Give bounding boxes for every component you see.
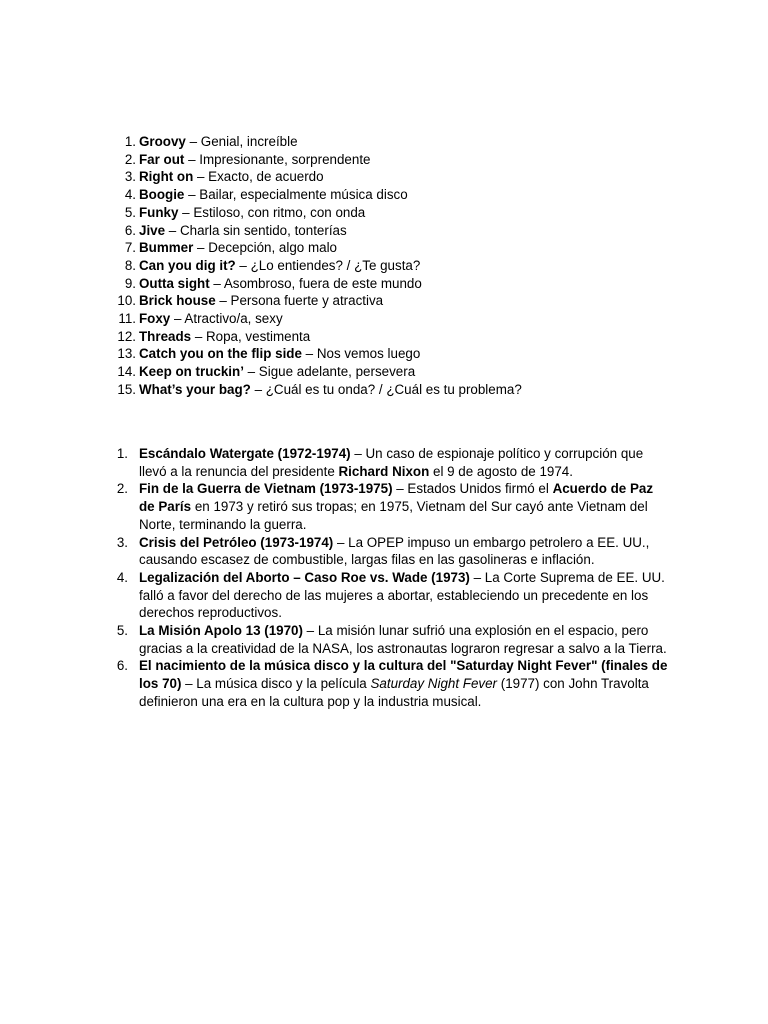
item-number: 9.: [124, 275, 136, 291]
slang-term: Bummer: [139, 240, 194, 256]
event-text: – La música disco y la película: [181, 676, 371, 692]
event-title: Crisis del Petróleo (1973-1974): [139, 534, 334, 550]
item-number: 14.: [117, 364, 136, 380]
event-title: Fin de la Guerra de Vietnam (1973-1975): [139, 481, 393, 497]
slang-term: Groovy: [139, 134, 186, 149]
slang-term: Funky: [139, 204, 179, 220]
slang-term: Jive: [139, 222, 166, 238]
slang-term: Outta sight: [139, 275, 210, 291]
item-number: 6.: [124, 222, 136, 238]
slang-term: Foxy: [139, 311, 171, 327]
list-item: [0, 363, 671, 381]
item-number: 1.: [124, 134, 136, 149]
event-highlight: Acuerdo de Paz de París: [139, 481, 654, 515]
item-number: 4.: [116, 569, 128, 585]
item-number: 10.: [117, 293, 136, 309]
item-number: 11.: [118, 311, 136, 327]
list-item: [0, 480, 671, 533]
item-number: 2.: [124, 151, 136, 167]
event-text: (1977) con John Travolta definieron una era en la cultura pop y la industria musical.: [139, 676, 649, 709]
list-item: [0, 569, 671, 622]
slang-definition: – Ropa, vestimenta: [191, 328, 311, 344]
slang-definition: – Genial, increíble: [185, 134, 298, 149]
slang-definition: – Asombroso, fuera de este mundo: [209, 275, 422, 291]
slang-definition: – Sigue adelante, persevera: [243, 364, 416, 380]
item-number: 5.: [116, 623, 128, 639]
slang-definition: – Exacto, de acuerdo: [193, 169, 324, 185]
list-item: [0, 239, 671, 257]
event-text: – Estados Unidos firmó el: [392, 481, 553, 497]
item-number: 5.: [124, 204, 136, 220]
event-title: Legalización del Aborto – Caso Roe vs. Wade (1973): [139, 569, 470, 585]
list-item: [0, 657, 671, 710]
slang-term: What’s your bag?: [139, 381, 251, 397]
slang-term: Threads: [139, 328, 192, 344]
slang-term: Keep on truckin’: [139, 364, 244, 380]
events-list: [0, 445, 671, 711]
list-item: [0, 275, 671, 293]
slang-term: Catch you on the flip side: [139, 346, 302, 362]
item-number: 4.: [124, 187, 136, 203]
event-film-title: Saturday Night Fever: [370, 676, 498, 692]
list-item: [0, 257, 671, 275]
list-item: [0, 204, 671, 222]
slang-definition: – Persona fuerte y atractiva: [215, 293, 384, 309]
list-item: [0, 381, 671, 399]
item-number: 1.: [116, 446, 128, 461]
slang-definition: – Decepción, algo malo: [193, 240, 337, 256]
list-item: [0, 534, 671, 569]
slang-term: Can you dig it?: [139, 257, 236, 273]
slang-definition: – Charla sin sentido, tonterías: [165, 222, 347, 238]
event-text: – La OPEP impuso un embargo petrolero a EE. UU., causando escasez de combustible, largas filas en las gasolineras e inflación.: [139, 534, 650, 568]
item-number: 3.: [124, 169, 136, 185]
slang-definition: – Impresionante, sorprendente: [184, 151, 371, 167]
event-text: – Un caso de espionaje político y corrupción que llevó a la renuncia del presidente: [139, 446, 644, 479]
event-highlight: Richard Nixon: [338, 463, 430, 479]
slang-definition: – ¿Cuál es tu onda? / ¿Cuál es tu problema?: [250, 381, 522, 397]
slang-definition: – Bailar, especialmente música disco: [184, 187, 408, 203]
event-title: La Misión Apolo 13 (1970): [139, 623, 303, 639]
list-item: [0, 292, 671, 310]
slang-definition: – Atractivo/a, sexy: [170, 311, 283, 327]
event-text: el 9 de agosto de 1974.: [429, 463, 573, 479]
event-text: – La Corte Suprema de EE. UU. falló a favor del derecho de las mujeres a abortar, estableciendo un precedente en los derechos reproductivos.: [139, 569, 665, 621]
list-item: [0, 310, 671, 328]
item-number: 12.: [117, 328, 136, 344]
slang-definition: – ¿Lo entiendes? / ¿Te gusta?: [235, 257, 421, 273]
slang-term: Brick house: [139, 293, 216, 309]
list-item: [0, 133, 671, 151]
list-item: [0, 151, 671, 169]
slang-definition: – Nos vemos luego: [301, 346, 421, 362]
slang-term: Boogie: [139, 187, 185, 203]
list-item: [0, 345, 671, 363]
list-item: [0, 186, 671, 204]
slang-term: Far out: [139, 151, 185, 167]
item-number: 6.: [116, 658, 128, 674]
item-number: 7.: [124, 240, 136, 256]
item-number: 2.: [116, 481, 128, 497]
event-text: – La misión lunar sufrió una explosión en el espacio, pero gracias a la creatividad de la NASA, los astronautas lograron regresar a salvo a la Tierra.: [139, 623, 667, 656]
list-item: [0, 222, 671, 240]
event-title: Escándalo Watergate (1972-1974): [139, 446, 351, 461]
slang-definition: – Estiloso, con ritmo, con onda: [178, 204, 366, 220]
event-title: El nacimiento de la música disco y la cultura del "Saturday Night Fever" (finales de los 70): [139, 658, 668, 692]
event-text: en 1973 y retiró sus tropas; en 1975, Vietnam del Sur cayó ante Vietnam del Norte, terminando la guerra.: [139, 499, 648, 532]
slang-list: [0, 133, 671, 399]
list-item: [0, 622, 671, 657]
slang-term: Right on: [139, 169, 194, 185]
item-number: 3.: [116, 534, 128, 550]
item-number: 13.: [117, 346, 136, 362]
item-number: 15.: [117, 381, 136, 397]
list-item: [0, 328, 671, 346]
list-item: [0, 168, 671, 186]
item-number: 8.: [124, 257, 136, 273]
list-item: [0, 445, 671, 480]
